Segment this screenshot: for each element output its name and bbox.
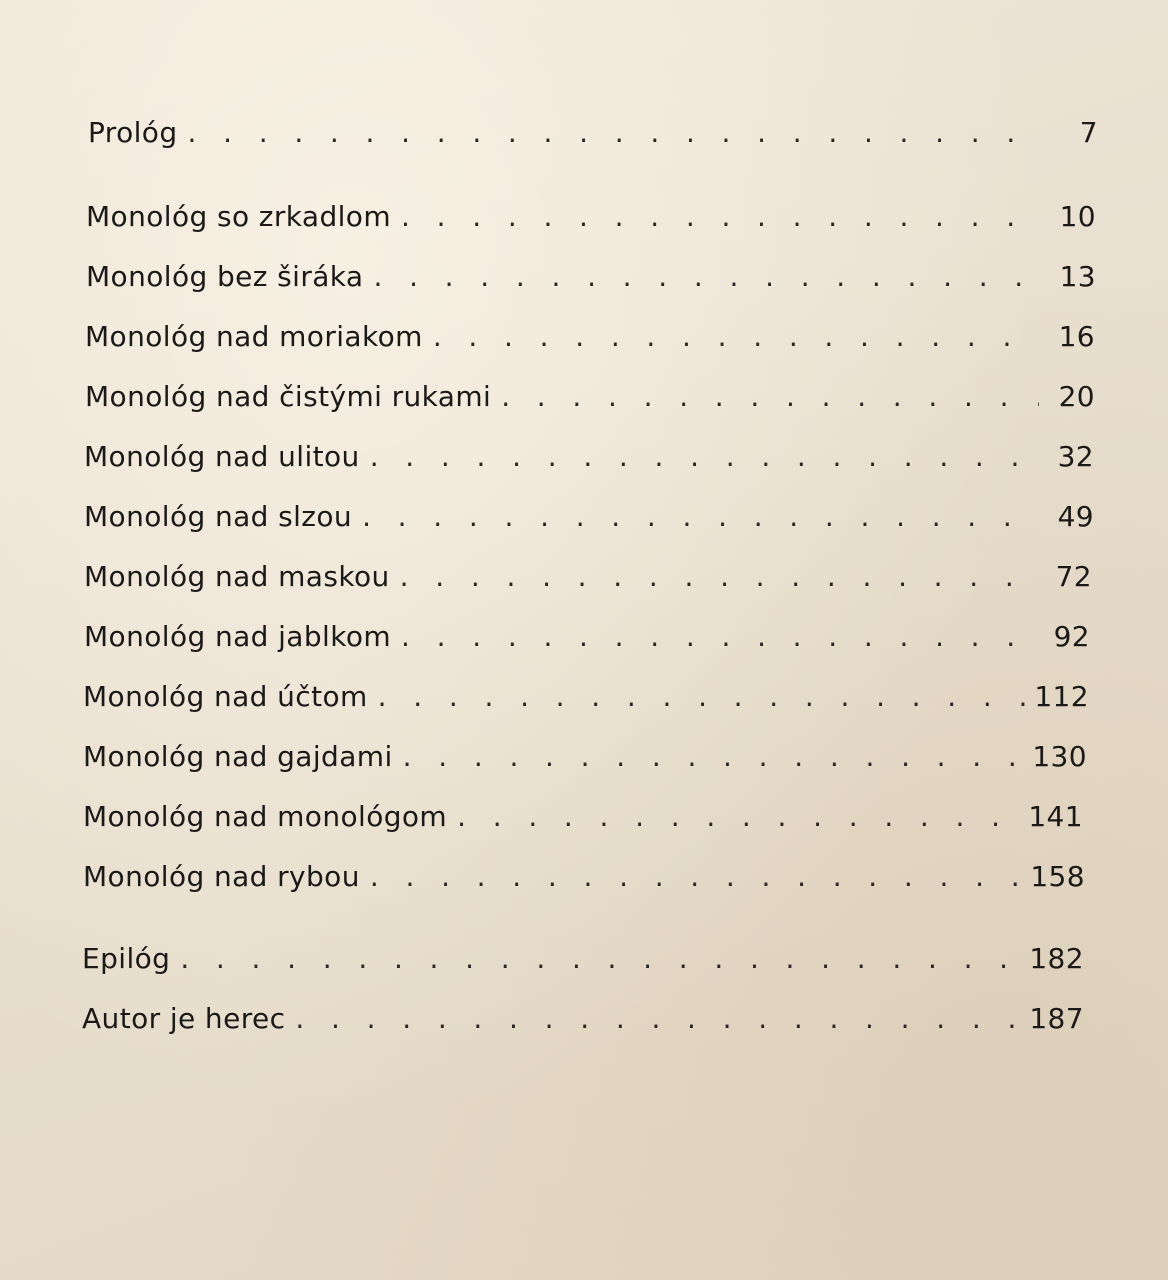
toc-entry-page-number: 72 <box>1055 560 1092 593</box>
toc-entry-page-number: 7 <box>1079 116 1098 149</box>
toc-entry-monolog-nad-cistymi-rukami <box>85 380 1095 420</box>
leader-dots <box>370 860 1024 893</box>
toc-entry-epilog <box>82 942 1084 982</box>
toc-entry-title: Monológ nad moriakom <box>85 320 423 353</box>
toc-entry-page-number: 182 <box>1029 942 1084 975</box>
toc-entry-monolog-nad-maskou <box>84 560 1092 600</box>
leader-dots <box>401 200 1040 233</box>
toc-entry-monolog-nad-ulitou <box>84 440 1094 480</box>
toc-entry-title: Monológ nad rybou <box>83 860 360 893</box>
toc-entry-title: Monológ bez širáka <box>86 260 364 293</box>
toc-entry-autor-je-herec <box>82 1002 1084 1042</box>
toc-entry-page-number: 141 <box>1028 800 1083 833</box>
leader-dots <box>370 440 1038 473</box>
toc-entry-title: Monológ so zrkadlom <box>86 200 392 233</box>
toc-entry-monolog-nad-moriakom <box>85 320 1095 360</box>
toc-entry-prolog <box>88 116 1098 156</box>
toc-entry-monolog-nad-monologom <box>83 800 1083 840</box>
toc-entry-page-number: 13 <box>1059 260 1096 293</box>
toc-entry-monolog-bez-siraka <box>86 260 1096 300</box>
toc-entry-monolog-nad-jablkom <box>84 620 1090 660</box>
toc-entry-title: Autor je herec <box>82 1002 286 1035</box>
toc-entry-page-number: 32 <box>1057 440 1094 473</box>
toc-entry-title: Prológ <box>88 116 178 149</box>
leader-dots <box>403 740 1027 773</box>
toc-entry-page-number: 187 <box>1029 1002 1084 1035</box>
toc-entry-title: Monológ nad čistými rukami <box>85 380 492 413</box>
leader-dots <box>457 800 1022 833</box>
leader-dots <box>295 1002 1023 1035</box>
toc-entry-page-number: 130 <box>1032 740 1087 773</box>
leader-dots <box>378 680 1029 713</box>
toc-entry-title: Monológ nad monológom <box>83 800 448 833</box>
toc-entry-title: Monológ nad gajdami <box>83 740 393 773</box>
toc-entry-monolog-nad-rybou <box>83 860 1085 900</box>
leader-dots <box>501 380 1039 413</box>
toc-entry-title: Monológ nad ulitou <box>84 440 360 473</box>
toc-entry-page-number: 49 <box>1057 500 1094 533</box>
toc-entry-title: Epilóg <box>82 942 171 975</box>
toc-entry-monolog-nad-gajdami <box>83 740 1087 780</box>
toc-entry-monolog-nad-slzou <box>84 500 1094 540</box>
toc-entry-page-number: 16 <box>1058 320 1095 353</box>
toc-entry-page-number: 158 <box>1030 860 1085 893</box>
toc-entry-page-number: 92 <box>1053 620 1090 653</box>
toc-entry-page-number: 112 <box>1034 680 1089 713</box>
toc-entry-title: Monológ nad slzou <box>84 500 353 533</box>
leader-dots <box>188 116 1042 149</box>
leader-dots <box>400 560 1036 593</box>
toc-entry-page-number: 20 <box>1058 380 1095 413</box>
toc-entry-monolog-so-zrkadlom <box>86 200 1096 240</box>
toc-entry-page-number: 10 <box>1059 200 1096 233</box>
toc-entry-title: Monológ nad maskou <box>84 560 390 593</box>
toc-entry-monolog-nad-uctom <box>83 680 1089 720</box>
leader-dots <box>373 260 1040 293</box>
toc-entry-title: Monológ nad jablkom <box>84 620 392 653</box>
leader-dots <box>180 942 1023 975</box>
toc-entry-title: Monológ nad účtom <box>83 680 368 713</box>
leader-dots <box>362 500 1038 533</box>
leader-dots <box>433 320 1039 353</box>
leader-dots <box>401 620 1034 653</box>
